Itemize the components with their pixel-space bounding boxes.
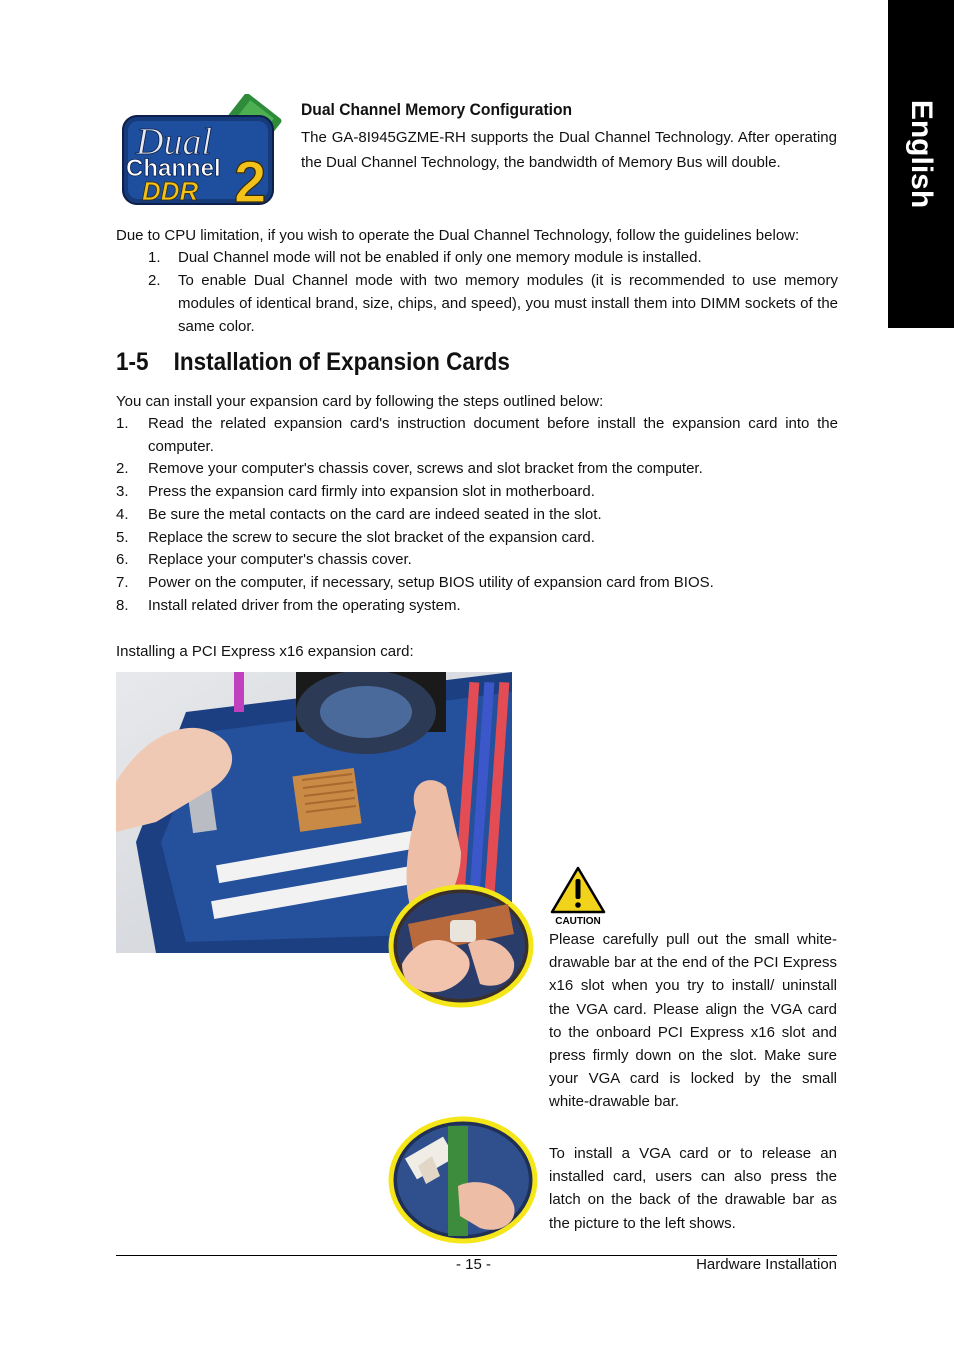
list-item: 6. Replace your computer's chassis cover. (116, 551, 412, 569)
section-intro: You can install your expansion card by following the steps outlined below: (116, 393, 604, 410)
language-tab (888, 0, 954, 328)
list-item: 1. Dual Channel mode will not be enabled if only one memory module is installed. (148, 249, 702, 266)
logo-text-channel: Channel (126, 155, 221, 182)
section-title-text: Installation of Expansion Cards (173, 348, 510, 376)
list-item: 2. Remove your computer's chassis cover, screws and slot bracket from the computer. (116, 460, 703, 478)
language-tab-label: English (905, 99, 938, 209)
cpu-guideline-list (116, 246, 838, 338)
list-item: 8. Install related driver from the operating system. (116, 596, 461, 614)
logo-text-dual: Dual (136, 121, 212, 163)
caution-warning-icon (549, 866, 607, 926)
section-title (116, 348, 510, 377)
list-item: 3. Press the expansion card firmly into expansion slot in motherboard. (116, 483, 595, 501)
list-item: 4. Be sure the metal contacts on the card are indeed seated in the slot. (116, 505, 602, 523)
list-item: 7. Power on the computer, if necessary, setup BIOS utility of expansion card from BIOS. (116, 573, 714, 591)
latch-release-detail-photo (388, 1116, 538, 1244)
logo-text-2: 2 (234, 150, 267, 208)
dual-channel-heading: Dual Channel Memory Configuration (301, 100, 573, 119)
drawable-bar-detail-photo (388, 884, 534, 1008)
page-number: - 15 - (456, 1256, 492, 1273)
list-item: 5. Replace the screw to secure the slot bracket of the expansion card. (116, 528, 595, 546)
cpu-limitation-intro: Due to CPU limitation, if you wish to operate the Dual Channel Technology, follow the guidelines below: (116, 227, 800, 244)
list-item: 2. To enable Dual Channel mode with two memory modules (it is recommended to use memory modules of identical brand, size, chips, and speed), you must install them into DIMM sockets of the same color. (148, 272, 838, 335)
list-item: 1. Read the related expansion card's instruction document before install the expansion card into the computer. (116, 415, 838, 455)
section-number: 1-5 (116, 348, 149, 376)
latch-note-text: To install a VGA card or to release an installed card, users can also press the latch on the back of the drawable bar as the picture to the left shows. (549, 1145, 837, 1232)
logo-text-ddr: DDR (142, 176, 199, 206)
caution-label: CAUTION (555, 916, 601, 926)
dual-channel-body: The GA-8I945GZME-RH supports the Dual Channel Technology. After operating the Dual Channel Technology, the bandwidth of Memory Bus will double. (301, 129, 837, 171)
footer-section-name: Hardware Installation (696, 1256, 837, 1273)
pci-express-label: Installing a PCI Express x16 expansion card: (116, 643, 414, 660)
caution-text: Please carefully pull out the small white-drawable bar at the end of the PCI Express x16 slot when you try to install/ uninstall the VGA card. Please align the VGA card to the onboard PCI Express x16 slot and press firmly down on the slot. Make sure your VGA card is locked by the small white-drawable bar. (549, 931, 837, 1111)
installation-steps (116, 413, 838, 617)
dual-channel-ddr2-logo (120, 94, 286, 208)
